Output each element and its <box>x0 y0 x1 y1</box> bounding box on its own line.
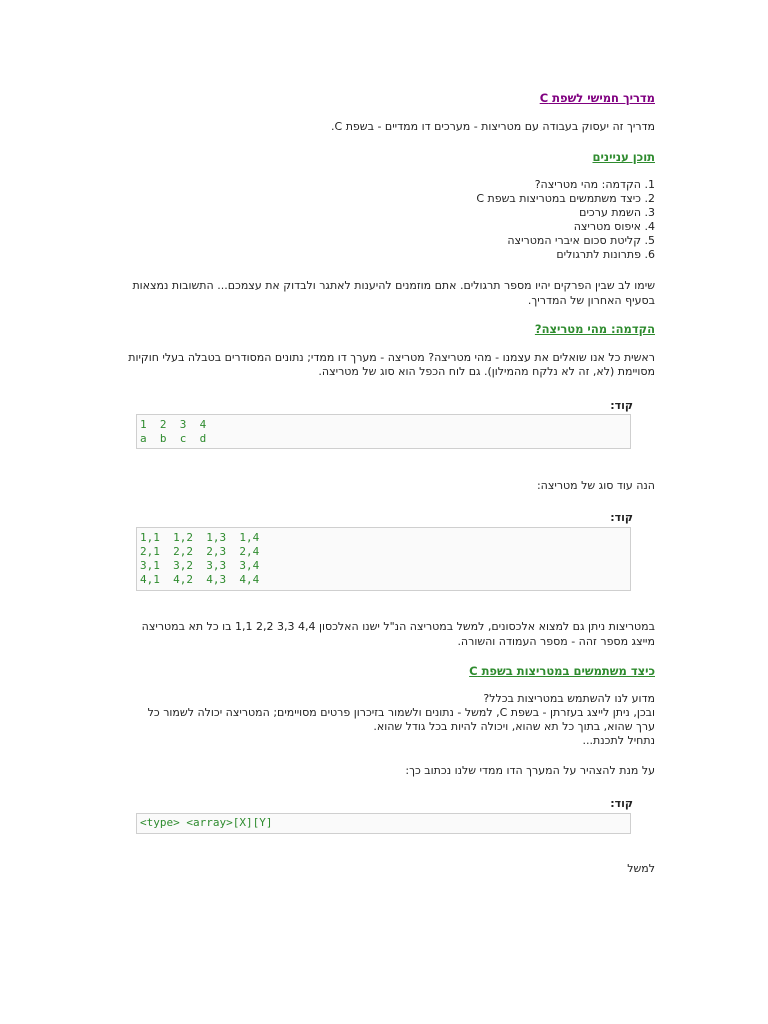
diag-line-1: במטריצות ניתן גם למצוא אלכסונים, למשל במטריצה הנ"ל ישנו האלכסון 4,4 3,3 2,2 1,1 בו כל תא במטריצה <box>141 620 655 633</box>
code-line: <type> <array>[X][Y] <box>140 816 273 829</box>
section2-line-3: ערך שהוא, בתוך כל תא שהוא, ויכולה להיות בכל גודל שהוא. <box>373 720 655 733</box>
section-heading-usage: כיצד משתמשים במטריצות בשפת C <box>469 664 655 678</box>
declare-text: על מנת להצהיר על המערך הדו ממדי שלנו נכתוב כך: <box>405 764 655 777</box>
code-block-1 <box>136 414 631 449</box>
toc-item[interactable]: 1. הקדמה: מהי מטריצה? <box>534 178 655 191</box>
code-block-3 <box>136 813 631 834</box>
toc-list <box>476 178 655 262</box>
toc-item[interactable]: 3. השמת ערכים <box>579 206 655 219</box>
code-line: 1 2 3 4 <box>140 418 207 431</box>
toc-heading[interactable]: תוכן עניינים <box>592 150 655 164</box>
section1-line-1: ראשית כל אנו שואלים את עצמנו - מהי מטריצה? מטריצה - מערך דו ממדי; נתונים המסודרים בטבלה בעלי חוקיות <box>128 351 655 364</box>
section1-line-2: מסויימת (לא, זה לא נלקח מהמילון). גם לוח הכפל הוא סוג של מטריצה. <box>318 365 655 378</box>
code-line: 2,1 2,2 2,3 2,4 <box>140 545 260 558</box>
code-line: 3,1 3,2 3,3 3,4 <box>140 559 260 572</box>
code-line: a b c d <box>140 432 207 445</box>
toc-item[interactable]: 2. כיצד משתמשים במטריצות בשפת C <box>476 192 655 205</box>
page-title: מדריך חמישי לשפת C <box>539 91 655 105</box>
toc-item[interactable]: 5. קליטת סכום איברי המטריצה <box>507 234 655 247</box>
code-label: קוד: <box>610 797 633 810</box>
diag-line-2: מייצג מספר זהה - מספר העמודה והשורה. <box>457 635 655 648</box>
note-line-2: בסעיף האחרון של המדריך. <box>527 294 655 307</box>
toc-item[interactable]: 6. פתרונות לתרגולים <box>556 248 655 261</box>
code-line: 1,1 1,2 1,3 1,4 <box>140 531 260 544</box>
section2-line-1: מדוע לנו להשתמש במטריצות בכלל? <box>483 692 655 705</box>
code-label: קוד: <box>610 399 633 412</box>
section2-line-2: ובכן, ניתן לייצג בעזרתן - בשפת C, למשל - נתונים ולשמור בזיכרון פרטים מסויימים; המטריצה יכולה לשמור כל <box>147 706 655 719</box>
code-label: קוד: <box>610 511 633 524</box>
section-heading-intro: הקדמה: מהי מטריצה? <box>534 322 655 336</box>
code-line: 4,1 4,2 4,3 4,4 <box>140 573 260 586</box>
intro-text: מדריך זה יעסוק בעבודה עם מטריצות - מערכים דו ממדיים - בשפת C. <box>331 120 655 133</box>
toc-item[interactable]: 4. איפוס מטריצה <box>573 220 655 233</box>
section2-line-4: נתחיל לתכנת... <box>582 734 655 747</box>
note-line-1: שימו לב שבין הפרקים יהיו מספר תרגולים. אתם מוזמנים להיענות לאתגר ולבדוק את עצמכם... התשובות נמצאות <box>132 279 655 292</box>
example-label: למשל <box>627 862 655 875</box>
code-block-2 <box>136 527 631 591</box>
another-type-text: הנה עוד סוג של מטריצה: <box>536 479 655 492</box>
